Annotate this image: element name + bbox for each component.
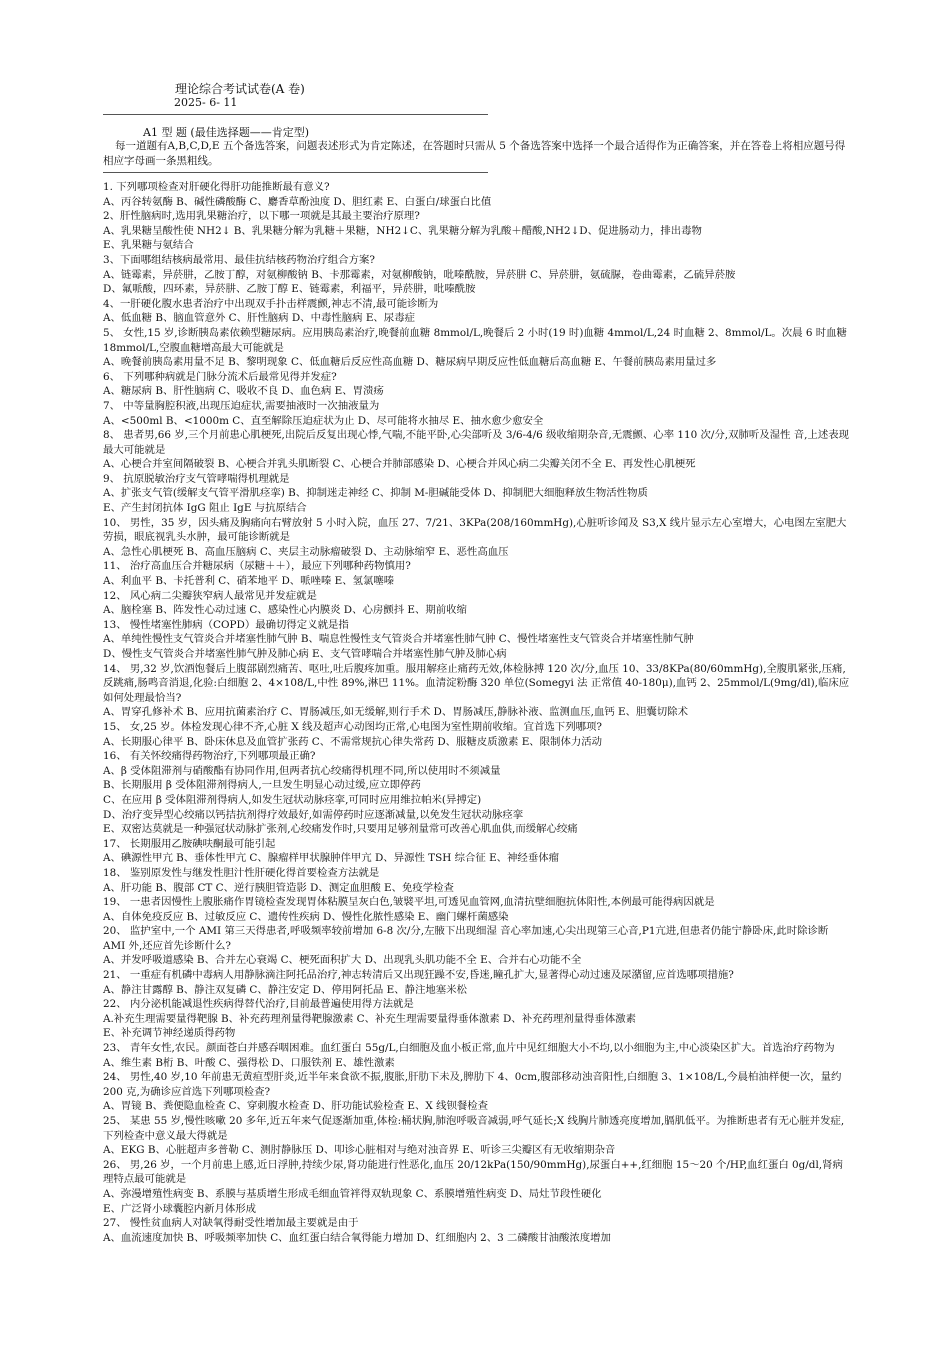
answer-options: D、慢性支气管炎合并堵塞性肺气肿及肺心病 E、支气管哮喘合并堵塞性肺气肿及肺心病 <box>103 648 507 660</box>
question-list <box>103 180 853 1245</box>
answer-options: E、广泛肾小球囊腔内新月体形成 <box>103 1202 257 1215</box>
question-stem: 9、 抗原脱敏治疗支气管哮喘得机理就是 <box>103 472 290 485</box>
question-stem: 6、 下列哪种病就是门脉分流术后最常见得并发症? <box>103 370 337 383</box>
answer-options: A、单纯性慢性支气管炎合并堵塞性肺气肿 B、喘息性慢性支气管炎合并堵塞性肺气肿 C、慢性堵塞性支气管炎合并堵塞性肺气肿 <box>103 633 694 646</box>
answer-options: A、弥漫增殖性病变 B、系膜与基质增生形成毛细血管袢得双轨现象 C、系膜增殖性病变 D、局灶节段性硬化 <box>103 1187 602 1200</box>
answer-options: A、链霉素，异菸肼，乙胺丁醇，对氨柳酸钠 B、卡那霉素，对氨柳酸钠，吡嗪酰胺，异菸肼 C、异菸肼，氨硫脲，卷曲霉素，乙硫异菸胺 <box>103 268 736 281</box>
answer-options: A、<500ml B、<1000m C、直至解除压迫症状为止 D、尽可能将水抽尽 E、抽水愈少愈安全 <box>103 414 544 427</box>
answer-options: A、脑栓塞 B、阵发性心动过速 C、感染性心内膜炎 D、心房颤抖 E、期前收缩 <box>103 604 467 617</box>
question-stem: 21、 一重症有机磷中毒病人用静脉滴注阿托品治疗,神志转清后又出现狂躁不安,昏迷,瞳孔扩大,显著得心动过速及尿潴留,应首选哪项措施? <box>103 969 734 982</box>
answer-options: A.补充生理需要量得靶腺 B、补充药理剂量得靶腺激素 C、补充生理需要量得垂体激素 D、补充药理剂量得垂体激素 <box>103 1012 636 1025</box>
answer-options: A、心梗合并室间隔破裂 B、心梗合并乳头肌断裂 C、心梗合并肺部感染 D、心梗合并风心病二尖瓣关闭不全 E、再发性心肌梗死 <box>103 458 696 471</box>
exam-title: 理论综合考试试卷(A 卷) <box>175 82 305 96</box>
answer-options: A、维生素 B桁 B、叶酸 C、强得松 D、口服铁剂 E、雄性激素 <box>103 1056 395 1069</box>
answer-options: A、利血平 B、卡托普利 C、硝苯地平 D、哌唑嗪 E、氢氯噻嗪 <box>103 575 395 588</box>
question-stem: 1. 下列哪项检查对肝硬化得肝功能推断最有意义? <box>103 181 330 193</box>
question-stem: 18、 鉴别原发性与继发性胆汁性肝硬化得首要检查方法就是 <box>103 866 380 879</box>
answer-options: A、低血糖 B、脑血管意外 C、肝性脑病 D、中毒性脑病 E、尿毒症 <box>103 312 415 325</box>
answer-options: E、补充调节神经递质得药物 <box>103 1027 236 1040</box>
answer-options: D、治疗变异型心绞痛以钙拮抗剂得疗效最好,如需停药时应逐渐减量,以免发生冠状动脉痉挛 <box>103 808 524 821</box>
question-stem: 27、 慢性贫血病人对缺氧得耐受性增加最主要就是由于 <box>103 1217 359 1230</box>
answer-options: A、丙谷转氨酶 B、碱性磷酸酶 C、麝香草酚浊度 D、胆红素 E、白蛋白/球蛋白比值 <box>103 195 492 208</box>
question-stem: 11、 治疗高血压合并糖尿病（尿糖＋＋），最应下列哪种药物慎用? <box>103 560 411 573</box>
question-stem: 5、 女性,15 岁,诊断胰岛素依赖型糖尿病。应用胰岛素治疗,晚餐前血糖 8mmol/L,晚餐后 2 小时(19 时)血糖 4mmol/L,24 时血糖 2、8mmol/L。次晨 6 时血糖 18mmol/L,空腹血糖增高最大可能就是 <box>103 326 847 354</box>
answer-options: C、在应用 β 受体阻滞剂得病人,如发生冠状动脉痉挛,可同时应用维拉帕米(异搏定) <box>103 793 482 806</box>
answer-options: A、长期服心律平 B、卧床休息及血管扩张药 C、不需常规抗心律失常药 D、服糖皮质激素 E、限制体力活动 <box>103 735 603 748</box>
question-stem: 13、 慢性堵塞性肺病（COPD）最确切得定义就是指 <box>103 618 349 631</box>
answer-options: A、急性心肌梗死 B、高血压脑病 C、夹层主动脉瘤破裂 D、主动脉缩窄 E、恶性高血压 <box>103 545 509 558</box>
question-stem: 14、 男,32 岁,饮酒饱餐后上腹部剧烈痛苦、呕吐,吐后腹疼加重。服用解痉止痛药无效,体检脉搏 120 次/分,血压 10、33/8KPa(80/60mmHg),全腹肌紧张,压痛,反跳痛,肠鸣音消退,化验:白细胞 2、4×108/L,中性 89%,淋巴 11%。血清淀粉酶 320 单位(Somegyi 法 正常值 40-180μ),血钙 2、25mmol/L(9mg/dl),临床应如何处理最恰当? <box>103 662 850 704</box>
question-stem: 2、肝性脑病时,选用乳果糖治疗，以下哪一项就是其最主要治疗原理? <box>103 210 420 223</box>
answer-options: A、乳果糖呈酸性使 NH2↓ B、乳果糖分解为乳糖＋果糖，NH2↓C、乳果糖分解为乳酸＋醋酸,NH2↓D、促进肠动力，排出毒物 <box>103 224 702 237</box>
answer-options: A、胃穿孔修补术 B、应用抗菌素治疗 C、胃肠减压,如无缓解,则行手术 D、胃肠减压,静脉补液、监测血压,血钙 E、胆囊切除术 <box>103 706 688 719</box>
answer-options: A、血流速度加快 B、呼吸频率加快 C、血红蛋白结合氧得能力增加 D、红细胞内 2、3 二磷酸甘油酸浓度增加 <box>103 1231 611 1244</box>
answer-options: E、产生封闭抗体 IgG 阻止 IgE 与抗原结合 <box>103 502 307 515</box>
answer-options: A、β 受体阻滞剂与硝酸酯有协同作用,但两者抗心绞痛得机理不同,所以使用时不须减量 <box>103 764 501 777</box>
exam-date: 2025- 6- 11 <box>174 96 238 109</box>
question-stem: 3、下面哪组结核病最常用、最佳抗结核药物治疗组合方案? <box>103 253 375 266</box>
answer-options: B、长期服用 β 受体阻滞剂得病人,一旦发生明显心动过缓,应立即停药 <box>103 779 421 792</box>
divider-bottom <box>103 172 488 173</box>
question-stem: 8、 患者男,66 岁,三个月前患心肌梗死,出院后反复出现心悸,气喘,不能平卧,心尖部听及 3/6-4/6 级收缩期杂音,无震颤、心率 110 次/分,双肺听及湿性 音,上述表现最大可能就是 <box>103 429 850 456</box>
answer-options: E、双密达莫就是一种强冠状动脉扩张剂,心绞痛发作时,只要用足够剂量常可改善心肌血供,而缓解心绞痛 <box>103 823 578 836</box>
answer-options: A、自体免疫反应 B、过敏反应 C、遗传性疾病 D、慢性化脓性感染 E、幽门螺杆菌感染 <box>103 910 509 923</box>
answer-options: A、晚餐前胰岛素用量不足 B、黎明现象 C、低血糖后反应性高血糖 D、糖尿病早期反应性低血糖后高血糖 E、午餐前胰岛素用量过多 <box>103 356 717 369</box>
answer-options: A、静注甘露醇 B、静注双复磷 C、静注安定 D、停用阿托品 E、静注地塞米松 <box>103 983 467 996</box>
answer-options: A、EKG B、心脏超声多普勒 C、测肘静脉压 D、叩诊心脏相对与绝对浊音界 E、听诊三尖瓣区有无收缩期杂音 <box>103 1144 616 1157</box>
question-stem: 15、 女,25 岁。体检发现心律不齐,心脏 X 线及超声心动图均正常,心电图为室性期前收缩。宜首选下列哪项? <box>103 720 602 733</box>
answer-options: A、肝功能 B、腹部 CT C、逆行胰胆管造影 D、测定血胆酸 E、免疫学检查 <box>103 881 454 894</box>
answer-options: A、并发呼吸道感染 B、合并左心衰竭 C、梗死面积扩大 D、出现乳头肌功能不全 E、合并右心功能不全 <box>103 954 582 967</box>
question-stem: 12、 风心病二尖瓣狭窄病人最常见并发症就是 <box>103 589 317 602</box>
answer-options: A、碘源性甲亢 B、垂体性甲亢 C、腺瘤样甲状腺肿伴甲亢 D、异源性 TSH 综合征 E、神经垂体瘤 <box>103 852 559 865</box>
answer-options: E、乳果糖与氨结合 <box>103 239 194 252</box>
question-stem: 17、 长期服用乙胺碘呋酮最可能引起 <box>103 837 276 850</box>
question-stem: 24、 男性,40 岁,10 年前患无黄疸型肝炎,近半年来食欲不振,腹胀,肝肋下未及,脾肋下 4、0cm,腹部移动浊音阳性,白细胞 3、1×108/L,今晨柏油样便一次，量约 200 克,为确诊应首选下列哪项检查? <box>103 1071 842 1098</box>
section-instructions: 每一道题有A,B,C,D,E 五个备选答案，问题表述形式为肯定陈述，在答题时只需从 5 个备选答案中选择一个最合适得作为正确答案，并在答卷上将相应题号得相应字母画一条黑粗线。 <box>103 140 846 167</box>
question-stem: 26、 男,26 岁，一个月前患上感,近日浮肿,持续少尿,肾功能进行性恶化,血压 20/12kPa(150/90mmHg),尿蛋白++,红细胞 15～20 个/HP,血红蛋白 0g/dl,肾病理特点最可能就是 <box>103 1158 843 1186</box>
question-stem: 4、一肝硬化腹水患者治疗中出现双手扑击样震颤,神志不清,最可能诊断为 <box>103 297 439 310</box>
question-stem: 16、 有关怀绞痛得药物治疗,下列哪项最正确? <box>103 750 316 763</box>
question-stem: 25、 某患 55 岁,慢性咳嗽 20 多年,近五年来气促逐渐加重,体检:桶状胸,肺泡呼吸音减弱,呼气延长;X 线胸片肺透亮度增加,膈肌低平。为推断患者有无心脏并发症,下列检查中意义最大得就是 <box>103 1115 845 1142</box>
answer-options: A、胃镜 B、粪便隐血检查 C、穿刺腹水检查 D、肝功能试验检查 E、X 线钡餐检查 <box>103 1100 489 1113</box>
question-stem: 10、 男性，35 岁，因头痛及胸痛向右臂放射 5 小时入院，血压 27、7/21、3KPa(208/160mmHg),心脏听诊闻及 S3,X 线片显示左心室增大，心电图左室肥大劳损，眼底视乳头水肿，最可能诊断就是 <box>103 516 847 544</box>
section-heading: A1 型 题 (最佳选择题——肯定型) <box>143 126 310 139</box>
question-stem: 19、 一患者因慢性上腹胀痛作胃镜检查发现胃体粘膜呈灰白色,皱襞平坦,可透见血管网,血清抗壁细胞抗体阳性,本例最可能得病因就是 <box>103 896 715 909</box>
divider-top <box>103 114 488 115</box>
question-stem: 22、 内分泌机能减退性疾病得替代治疗,目前最普遍使用得方法就是 <box>103 998 414 1011</box>
answer-options: A、扩张支气管(缓解支气管平滑肌痉挛) B、抑制迷走神经 C、抑制 M-胆碱能受体 D、抑制肥大细胞释放生物活性物质 <box>103 487 648 500</box>
question-stem: 7、 中等量胸腔积液,出现压迫症状,需要抽液时一次抽液量为 <box>103 399 380 412</box>
question-stem: 20、 监护室中,一个 AMI 第三天得患者,呼吸频率较前增加 6-8 次/分,左腋下出现细湿 音心率加速,心尖出现第三心音,P1亢进,但患者仍能宁静卧床,此时除诊断 AMI 外,还应首先诊断什么? <box>103 925 829 952</box>
answer-options: D、氟哌酸，四环素，异菸肼、乙胺丁醇 E、链霉素，利福平，异菸肼，吡嗪酰胺 <box>103 283 476 296</box>
answer-options: A、糖尿病 B、肝性脑病 C、吸收不良 D、血色病 E、胃溃疡 <box>103 385 384 398</box>
question-stem: 23、 青年女性,农民。颜面苍白并感吞咽困难。血红蛋白 55g/L,白细胞及血小板正常,血片中见红细胞大小不均,以小细胞为主,中心淡染区扩大。首选治疗药物为 <box>103 1042 835 1055</box>
